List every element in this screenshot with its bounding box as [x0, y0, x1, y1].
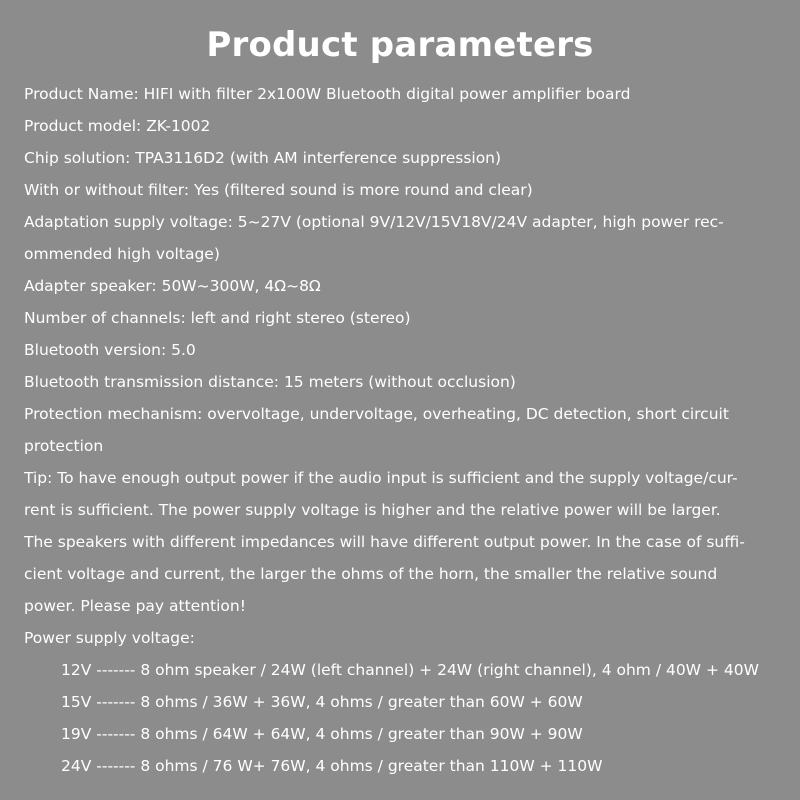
tip-line-2: rent is sufficient. The power supply voltage is higher and the relative power will be larger.	[24, 501, 721, 519]
param-channels: Number of channels: left and right stereo (stereo)	[24, 309, 411, 327]
param-product-name: Product Name: HIFI with filter 2x100W Bluetooth digital power amplifier board	[24, 85, 631, 103]
voltage-row-19v: 19V ------- 8 ohms / 64W + 64W, 4 ohms / greater than 90W + 90W	[61, 725, 583, 743]
param-supply-voltage-cont: ommended high voltage)	[24, 245, 220, 263]
param-product-model: Product model: ZK-1002	[24, 117, 211, 135]
tip-line-5: power. Please pay attention!	[24, 597, 246, 615]
param-bluetooth-version: Bluetooth version: 5.0	[24, 341, 196, 359]
param-protection-cont: protection	[24, 437, 104, 455]
voltage-row-24v: 24V ------- 8 ohms / 76 W+ 76W, 4 ohms / greater than 110W + 110W	[61, 757, 603, 775]
parameters-list	[24, 78, 784, 782]
voltage-row-12v: 12V ------- 8 ohm speaker / 24W (left channel) + 24W (right channel), 4 ohm / 40W + 40W	[61, 661, 759, 679]
tip-line-4: cient voltage and current, the larger the ohms of the horn, the smaller the relative sound	[24, 565, 718, 583]
param-chip-solution: Chip solution: TPA3116D2 (with AM interference suppression)	[24, 149, 502, 167]
tip-line-3: The speakers with different impedances will have different output power. In the case of suffi-	[24, 533, 745, 551]
param-filter: With or without filter: Yes (filtered sound is more round and clear)	[24, 181, 533, 199]
power-supply-heading: Power supply voltage:	[24, 629, 195, 647]
page-title: Product parameters	[206, 25, 594, 65]
param-supply-voltage: Adaptation supply voltage: 5~27V (optional 9V/12V/15V18V/24V adapter, high power rec-	[24, 213, 724, 231]
param-bluetooth-distance: Bluetooth transmission distance: 15 meters (without occlusion)	[24, 373, 516, 391]
param-adapter-speaker: Adapter speaker: 50W~300W, 4Ω~8Ω	[24, 277, 321, 295]
voltage-row-15v: 15V ------- 8 ohms / 36W + 36W, 4 ohms / greater than 60W + 60W	[61, 693, 583, 711]
param-protection: Protection mechanism: overvoltage, undervoltage, overheating, DC detection, short circuit	[24, 405, 729, 423]
tip-line-1: Tip: To have enough output power if the audio input is sufficient and the supply voltage/cur-	[24, 469, 738, 487]
